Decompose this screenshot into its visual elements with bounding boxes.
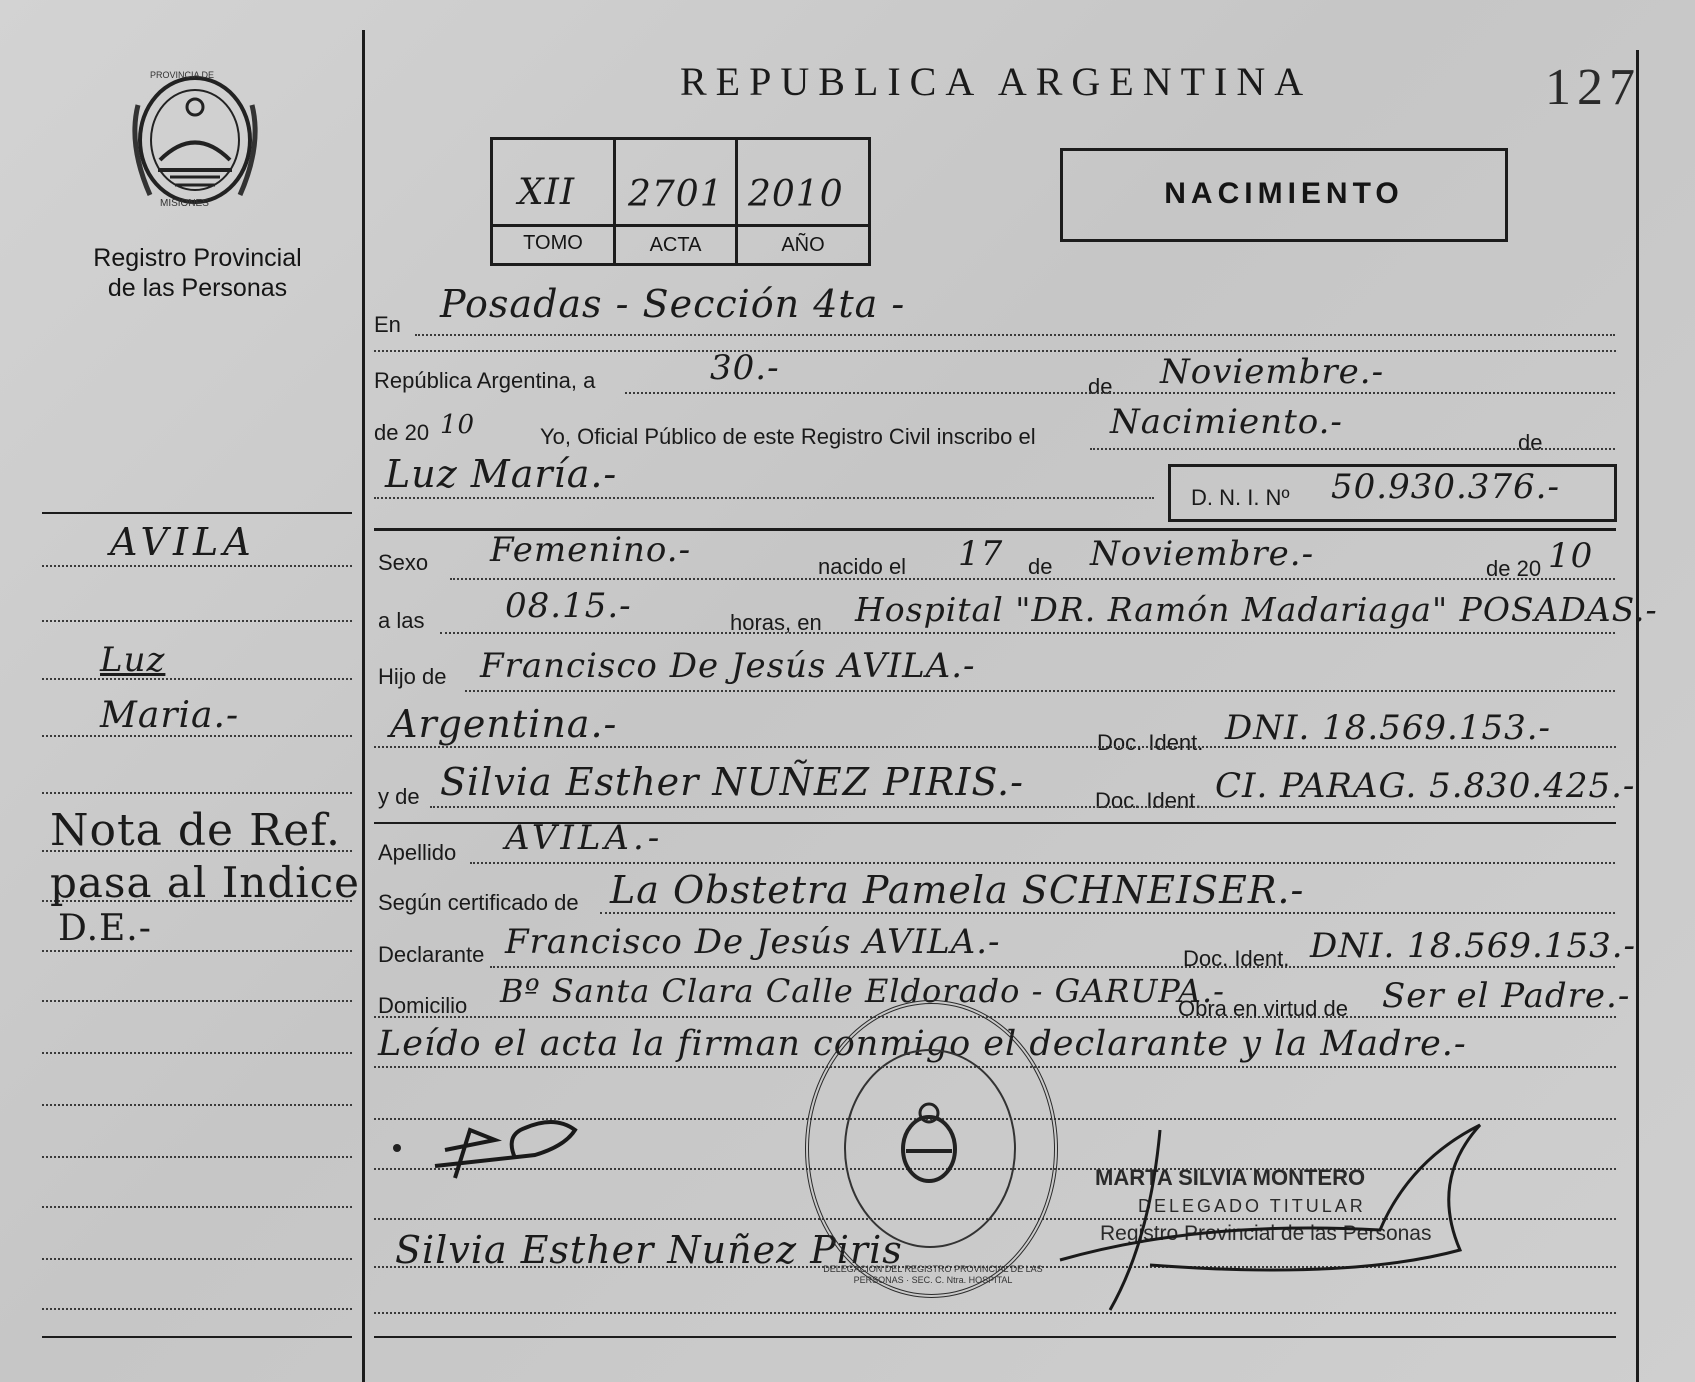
bottom-rule: [374, 1336, 1616, 1338]
mother-doc-value: CI. PARAG. 5.830.425.-: [1215, 766, 1636, 806]
dni-value: 50.930.376.-: [1331, 467, 1560, 507]
field-line: [465, 690, 1615, 692]
sidebar-given-name-1: Luz: [100, 640, 166, 680]
seal-text-bottom: MISIONES: [160, 198, 209, 209]
sidebar-dotline: [42, 950, 352, 952]
obra-value: Ser el Padre.-: [1382, 976, 1631, 1016]
registry-org-line1: Registro Provincial: [93, 244, 302, 272]
official-org: Registro Provincial de las Personas: [1100, 1222, 1432, 1245]
reading-statement: Leído el acta la firman conmigo el declarante y la Madre.-: [378, 1024, 1467, 1064]
field-line: [415, 334, 1615, 336]
field-line: [374, 746, 1616, 748]
oficial-text: Yo, Oficial Público de este Registro Civil inscribo el: [540, 424, 1036, 449]
sidebar-dotline: [42, 565, 352, 567]
de-label-2: de: [1518, 430, 1543, 455]
field-line: [490, 966, 1615, 968]
certificado-value: La Obstetra Pamela SCHNEISER.-: [610, 868, 1305, 912]
declarante-label: Declarante: [378, 942, 485, 967]
apellido-label: Apellido: [378, 840, 457, 865]
father-name-value: Francisco De Jesús AVILA.-: [480, 646, 976, 686]
sidebar-surname: AVILA: [110, 520, 256, 564]
father-doc-label: Doc. Ident.: [1097, 730, 1204, 755]
horas-label: horas, en: [730, 610, 822, 635]
field-line: [470, 862, 1615, 864]
mother-doc-label: Doc. Ident.: [1095, 788, 1202, 813]
seal-text-top: PROVINCIA DE: [150, 70, 215, 80]
field-line: [430, 806, 1615, 808]
sidebar-dotline: [42, 1000, 352, 1002]
en-value: Posadas - Sección 4ta -: [440, 282, 906, 326]
day-value: 30.-: [710, 348, 780, 388]
sidebar-dotline: [42, 1258, 352, 1260]
sidebar-dotline: [42, 1104, 352, 1106]
sidebar-note-line3: D.E.-: [58, 908, 152, 949]
sidebar-dotline: [42, 1308, 352, 1310]
domicilio-label: Domicilio: [378, 993, 468, 1018]
page-number: 127: [1545, 59, 1641, 116]
declarant-signature-icon: [385, 1100, 595, 1190]
dni-label: D. N. I. Nº: [1191, 485, 1290, 510]
mother-signature: Silvia Esther Nuñez Piris: [395, 1228, 903, 1272]
sexo-value: Femenino.-: [490, 530, 692, 570]
record-table-divider: [493, 224, 868, 227]
de20-label: de 20: [1486, 556, 1542, 581]
alas-label: a las: [378, 608, 425, 633]
right-margin-rule: [1636, 50, 1639, 1382]
child-name-value: Luz María.-: [385, 452, 618, 496]
declarante-doc-label: Doc. Ident.: [1183, 946, 1290, 971]
registry-org-line2: de las Personas: [107, 274, 288, 302]
field-line: [600, 912, 1615, 914]
sidebar-dotline: [42, 620, 352, 622]
stamp-text: DELEGACION DEL REGISTRO PROVINCIAL DE LAS PERSONAS · SEC. C. Ntra. HOSPITAL: [823, 1264, 1043, 1285]
inscribe-value: Nacimiento.-: [1110, 402, 1343, 442]
official-stamp: [805, 1000, 1058, 1298]
tomo-label: TOMO: [523, 232, 583, 254]
sexo-label: Sexo: [378, 550, 429, 575]
en-label: En: [374, 312, 401, 337]
anio-label: AÑO: [781, 234, 825, 256]
father-doc-value: DNI. 18.569.153.-: [1225, 708, 1552, 748]
official-title: DELEGADO TITULAR: [1138, 1196, 1366, 1216]
yde-label: y de: [378, 784, 420, 809]
sidebar-note-line2: pasa al Indice: [50, 858, 361, 907]
sidebar-dotline: [42, 792, 352, 794]
dni-box: [1168, 464, 1617, 522]
year-suffix-value: 10: [440, 410, 476, 440]
national-shield-icon: [894, 1099, 964, 1189]
field-line: [1090, 448, 1615, 450]
field-line: [450, 578, 1615, 580]
birth-place-value: Hospital "DR. Ramón Madariaga" POSADAS.-: [855, 590, 1658, 629]
official-name: MARTA SILVIA MONTERO: [1095, 1165, 1366, 1190]
republica-label: República Argentina, a: [374, 368, 596, 393]
province-seal-icon: [120, 65, 270, 220]
act-type-box: [1060, 148, 1508, 242]
sidebar-dotline: [42, 1156, 352, 1158]
obra-label: Obra en virtud de: [1178, 996, 1348, 1021]
year-prefix-label: de 20: [374, 420, 430, 445]
month-value: Noviembre.-: [1160, 352, 1385, 392]
mother-name-value: Silvia Esther NUÑEZ PIRIS.-: [440, 760, 1024, 804]
anio-value: 2010: [748, 174, 844, 215]
field-line: [374, 1016, 1616, 1018]
field-line: [374, 350, 1616, 352]
birth-day-value: 17: [958, 534, 1004, 574]
declarante-doc-value: DNI. 18.569.153.-: [1310, 926, 1637, 966]
sidebar-dotline: [42, 1052, 352, 1054]
sidebar-dotline: [42, 1206, 352, 1208]
acta-value: 2701: [628, 174, 724, 215]
declarante-value: Francisco De Jesús AVILA.-: [505, 922, 1001, 962]
domicilio-value: Bº Santa Clara Calle Eldorado - GARUPA.-: [500, 972, 1225, 1010]
tomo-value: XII: [518, 172, 576, 213]
de-label: de: [1088, 374, 1113, 399]
field-line: [374, 497, 1154, 499]
hijo-label: Hijo de: [378, 664, 447, 689]
official-signature-icon: [1050, 1120, 1510, 1320]
country-title: REPUBLICA ARGENTINA: [680, 59, 1313, 104]
hour-value: 08.15.-: [505, 586, 632, 626]
father-nationality-value: Argentina.-: [390, 702, 618, 746]
de-label-3: de: [1028, 554, 1053, 579]
sidebar-top-rule: [42, 512, 352, 514]
act-type-label: NACIMIENTO: [1164, 177, 1404, 210]
certificado-label: Según certificado de: [378, 890, 579, 915]
sidebar-bottom-rule: [42, 1336, 352, 1338]
field-line: [625, 392, 1615, 394]
birth-year-suffix: 10: [1548, 536, 1594, 576]
acta-label: ACTA: [649, 234, 702, 256]
nacido-label: nacido el: [818, 554, 907, 579]
birth-month-value: Noviembre.-: [1090, 534, 1315, 574]
apellido-value: AVILA.-: [505, 818, 664, 858]
sidebar-given-name-2: Maria.-: [100, 695, 240, 736]
sidebar-dotline: [42, 678, 352, 680]
record-id-table: [490, 137, 871, 266]
sidebar-note-line1: Nota de Ref.: [50, 805, 341, 856]
left-margin-rule: [362, 30, 365, 1382]
field-line: [440, 632, 1615, 634]
